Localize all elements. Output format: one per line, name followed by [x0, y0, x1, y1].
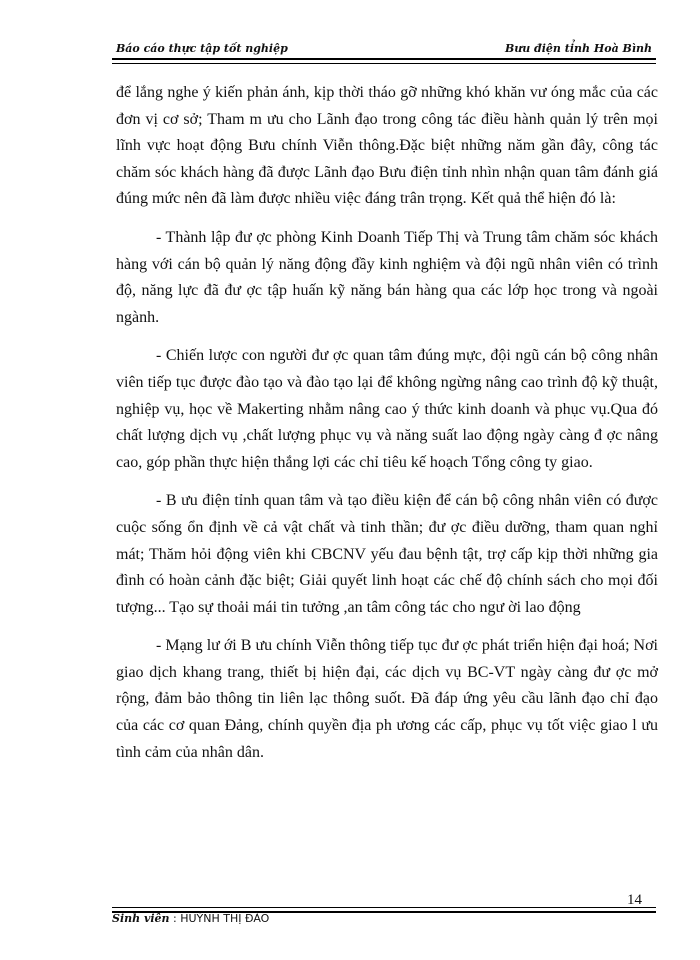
- paragraph-item-4: - Mạng lư ới B ưu chính Viễn thông tiếp tục đư ợc phát triển hiện đại hoá; Nơi giao dịch khang trang, thiết bị hiện đại, các dịch vụ BC-VT ngày càng đư ợc mở rộng, đảm bảo thông tin liên lạc thông suốt. Đã đáp ứng yêu cầu lãnh đạo chỉ đạo của các cơ quan Đảng, chính quyền địa ph ương các cấp, phục vụ tốt việc giao l ưu tình cảm của nhân dân.: [116, 637, 658, 761]
- footer-student-label: Sinh viên: [112, 912, 170, 925]
- paragraph-item-3: - B ưu điện tỉnh quan tâm và tạo điều kiện để cán bộ công nhân viên có được cuộc sống ổn định về cả vật chất và tinh thần; đư ợc điều dưỡng, tham quan nghỉ mát; Thăm hỏi động viên khi CBCNV yếu đau bệnh tật, trợ cấp kịp thời những gia đình có hoàn cảnh đặc biệt; Giải quyết linh hoạt các chế độ chính sách cho mọi đối tượng... Tạo sự thoải mái tin tưởng ,an tâm công tác cho ngư ời lao động: [116, 492, 658, 616]
- footer-student-name: : HUỲNH THỊ ĐÀO: [173, 912, 270, 925]
- page-number: 14: [627, 892, 642, 908]
- paragraph-item-1: - Thành lập đư ợc phòng Kinh Doanh Tiếp Thị và Trung tâm chăm sóc khách hàng với cán bộ quản lý năng động đầy kinh nghiệm và đội ngũ nhân viên có trình độ, năng lực đã đư ợc tập huấn kỹ năng bán hàng qua các lớp học trong và ngoài ngành.: [116, 228, 658, 326]
- paragraph-item-2: - Chiến lược con người đư ợc quan tâm đúng mực, đội ngũ cán bộ công nhân viên tiếp tục được đào tạo và đào tạo lại để không ngừng nâng cao trình độ kỹ thuật, nghiệp vụ, học về Makerting nhằm nâng cao ý thức kinh doanh và phục vụ.Qua đó chất lượng dịch vụ ,chất lượng phục vụ và năng suất lao động ngày càng đ ợc nâng cao, góp phần thực hiện thắng lợi các chỉ tiêu kế hoạch Tổng công ty giao.: [116, 347, 658, 471]
- header-report-title: Báo cáo thực tập tốt nghiệp: [116, 42, 288, 55]
- footer-student: [112, 912, 269, 925]
- header-rule: [112, 58, 656, 64]
- page-header: [112, 38, 656, 58]
- header-organization: Bưu điện tỉnh Hoà Bình: [504, 42, 652, 55]
- paragraph-intro: để lắng nghe ý kiến phản ánh, kịp thời tháo gỡ những khó khăn vư óng mắc của các đơn vị cơ sở; Tham m ưu cho Lãnh đạo trong công tác điều hành quản lý trên mọi lĩnh vực hoạt động Bưu chính Viễn thông.Đặc biệt những năm gần đây, công tác chăm sóc khách hàng đã được Lãnh đạo Bưu điện tỉnh nhìn nhận quan tâm đánh giá đúng mức nên đã làm được nhiều việc đáng trân trọng. Kết quả thể hiện đó là:: [116, 84, 658, 208]
- document-body: [116, 80, 658, 766]
